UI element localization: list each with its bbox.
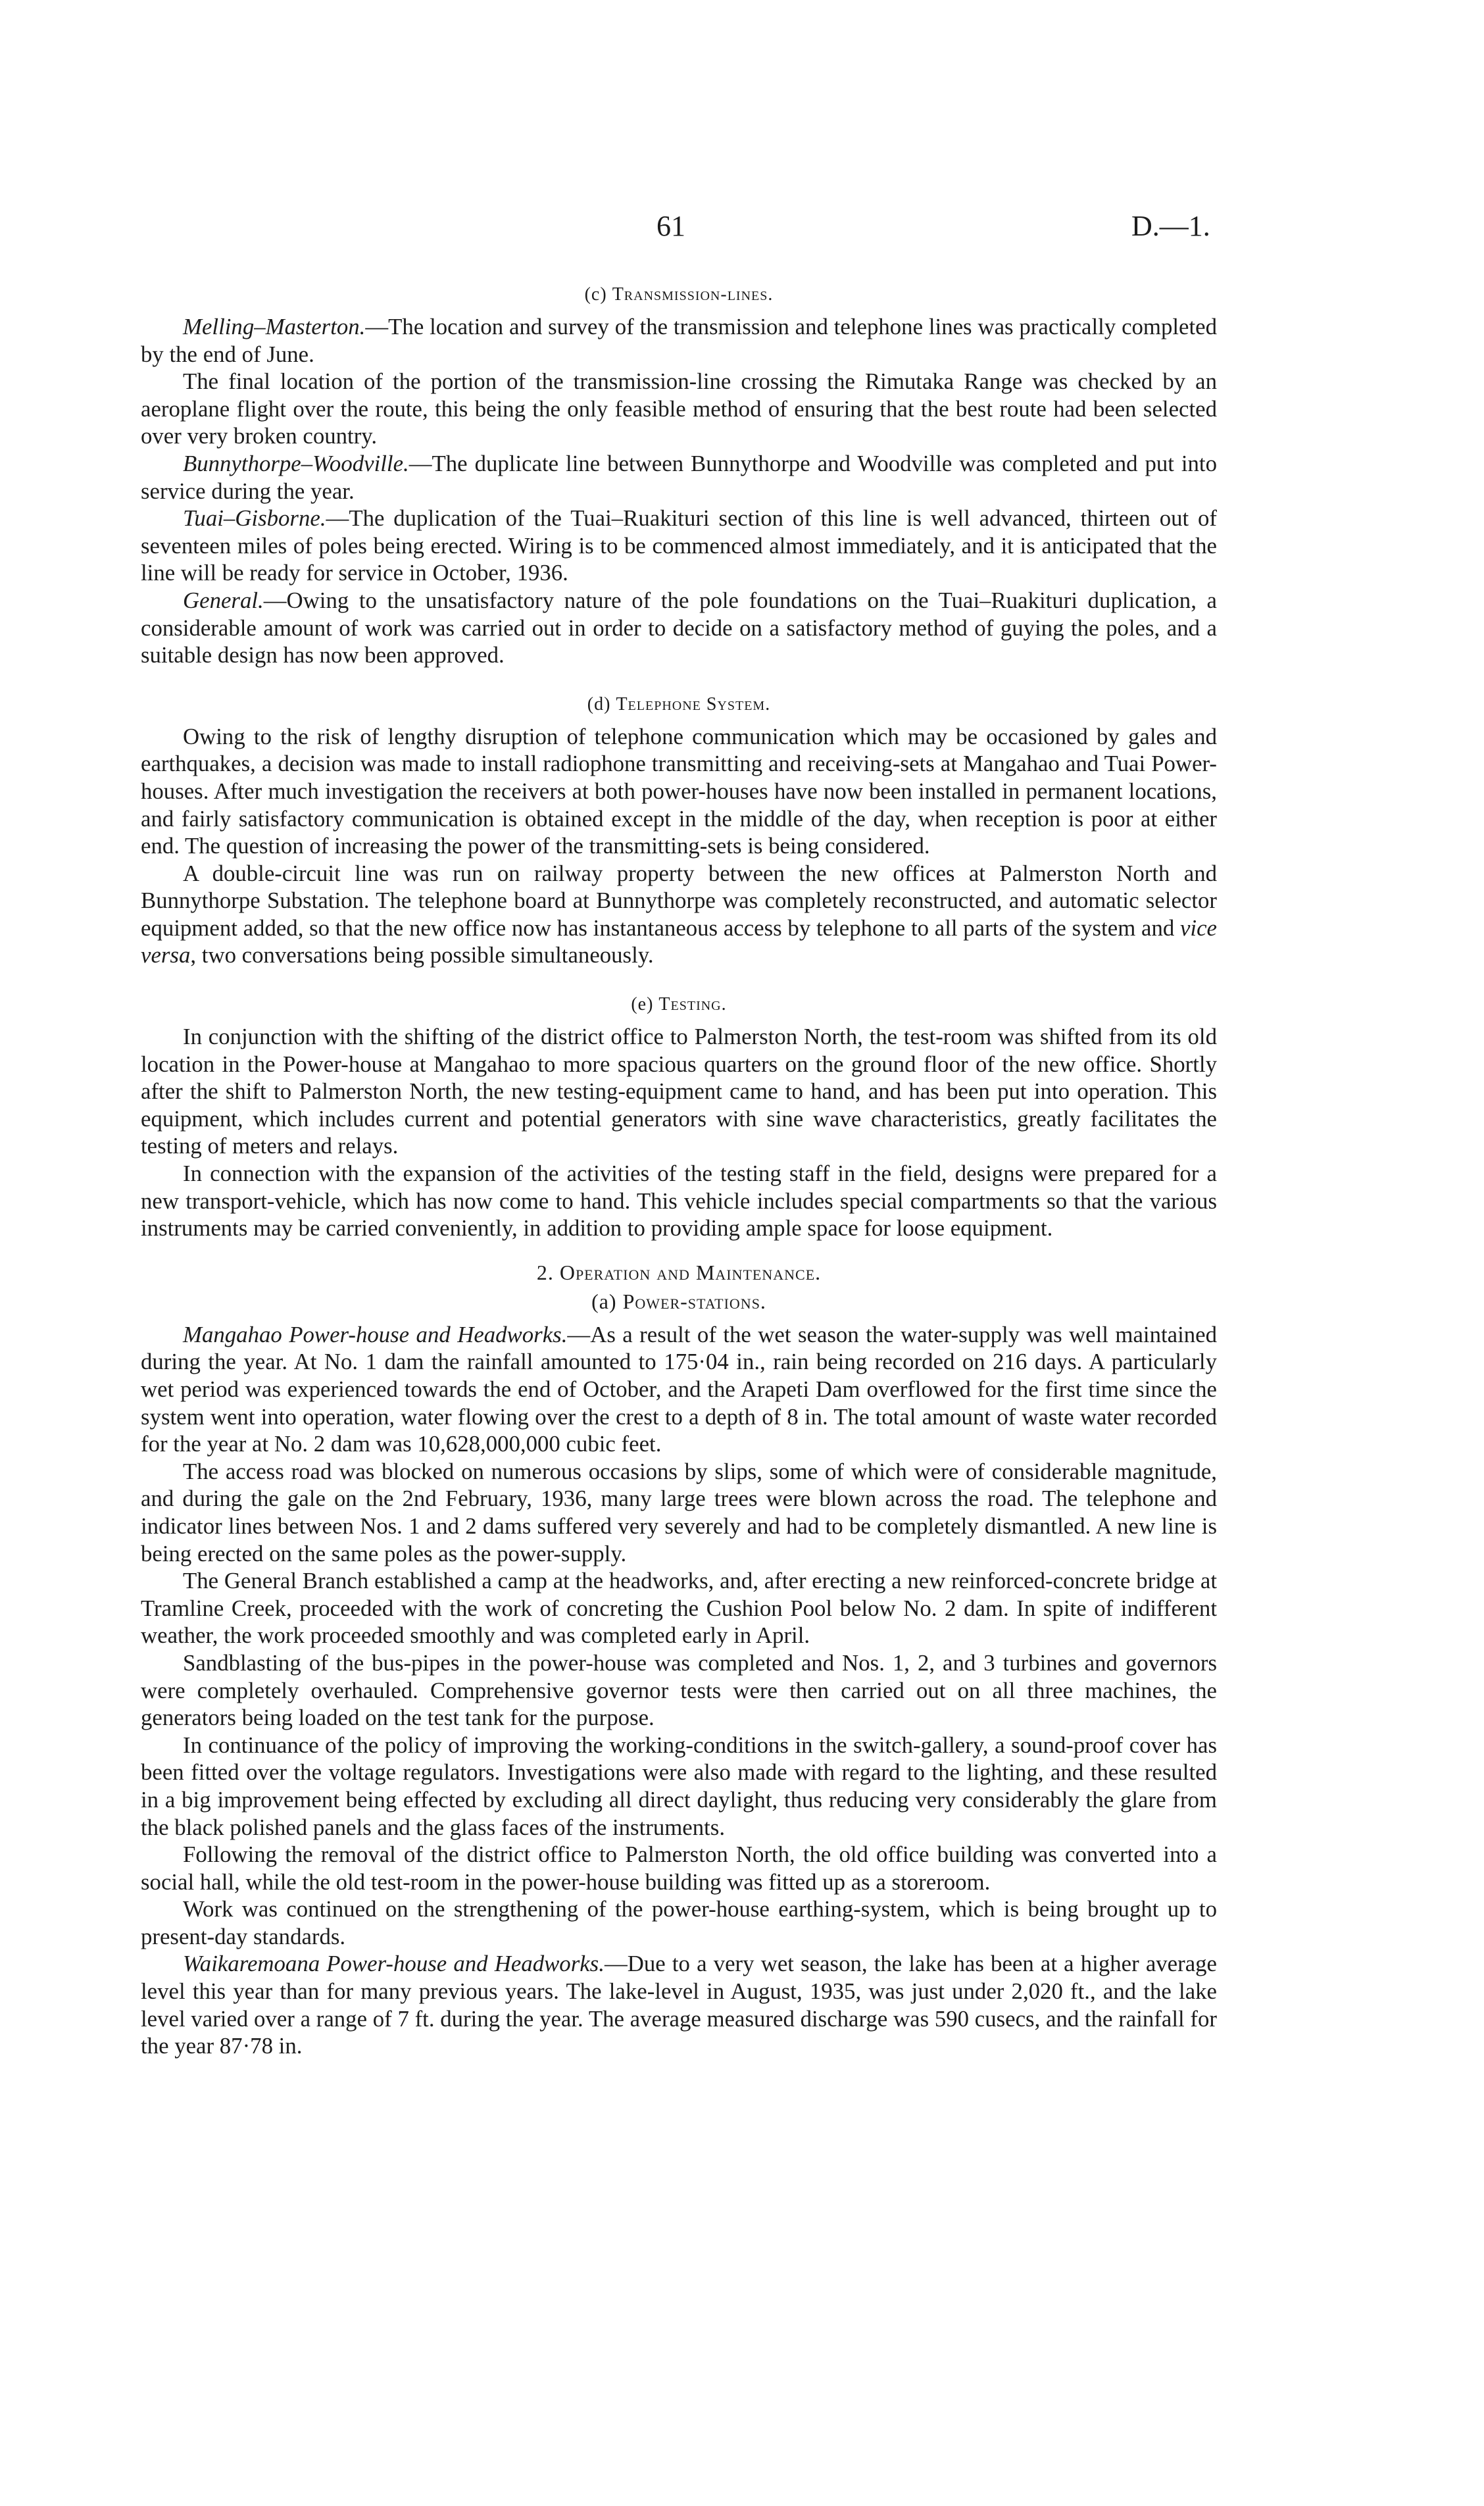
- paragraph-double-circuit-line: [141, 860, 1217, 969]
- paragraph-text: —Due to a very wet season, the lake has been at a higher average level this year than for many previous years. The lake-level in August, 1935, was just under 2,020 ft., and the lake level varied over a range of 7 ft. during the year. The average measured discharge was 590 cusecs, and the rainfall for the year 87·78 in.: [141, 1951, 1218, 2059]
- paragraph-text: —The duplicate line between Bunnythorpe and Woodville was completed and put into service during the year.: [141, 450, 1217, 504]
- paragraph-mangahao: [141, 1321, 1217, 1458]
- paragraph-access-road: The access road was blocked on numerous occasions by slips, some of which were of considerable magnitude, and during the gale on the 2nd February, 1936, many large trees were blown across the road. The telephone and indicator lines between Nos. 1 and 2 dams suffered very severely and had to be completely dismantled. A new line is being erected on the same poles as the power-supply.: [141, 1458, 1217, 1566]
- lead-in: Waikaremoana Power-house and Headworks.: [183, 1951, 605, 1977]
- paragraph-general: [141, 587, 1217, 669]
- page-number: 61: [656, 210, 685, 242]
- lead-in: Mangahao Power-house and Headworks.: [183, 1321, 568, 1347]
- page-body: [141, 282, 1217, 2060]
- paragraph-text: —As a result of the wet season the water-supply was well maintained during the year. At No. 1 dam the rainfall amounted to 175·04 in., rain being recorded on 216 days. A particularly wet period was experienced towards the end of October, and the Arapeti Dam overflowed for the first time since the system went into operation, water flowing over the crest to a depth of 8 in. The total amount of waste water recorded for the year at No. 2 dam was 10,628,000,000 cubic feet.: [141, 1321, 1217, 1457]
- paragraph-text: —The location and survey of the transmission and telephone lines was practically completed by the end of June.: [141, 314, 1217, 367]
- section-title: Transmission-lines.: [612, 284, 774, 305]
- document-reference: D.—1.: [1131, 210, 1210, 242]
- italic-phrase: vice versa: [141, 915, 1217, 968]
- section-letter: (e): [631, 994, 654, 1015]
- paragraph-text: A double-circuit line was run on railway property between the new offices at Palmerston North and Bunnythorpe Substation. The telephone board at Bunnythorpe was completely reconstructed, and automatic selector equipment added, so that the new office now has instantaneous access by telephone to all parts of the system and: [141, 860, 1217, 941]
- paragraph-test-room: In conjunction with the shifting of the district office to Palmerston North, the test-room was shifted from its old location in the Power-house at Mangahao to more spacious quarters on the ground floor of the new office. Shortly after the shift to Palmerston North, the new testing-equipment came to hand, and has been put into operation. This equipment, which includes current and potential generators with sine wave characteristics, greatly facilitates the testing of meters and relays.: [141, 1024, 1217, 1159]
- paragraph-radiophone: Owing to the risk of lengthy disruption of telephone communication which may be occasioned by gales and earthquakes, a decision was made to install radiophone transmitting and receiving-sets at Mangahao and Tuai Power-houses. After much investigation the receivers at both power-houses have now been installed in permanent locations, and fairly satisfactory communication is obtained except in the middle of the day, when reception is poor at either end. The question of increasing the power of the transmitting-sets is being considered.: [141, 723, 1217, 859]
- paragraph-transport-vehicle: In connection with the expansion of the activities of the testing staff in the field, designs were prepared for a new transport-vehicle, which has now come to hand. This vehicle includes special compartments so that the various instruments may be carried conveniently, in addition to providing ample space for loose equipment.: [141, 1161, 1217, 1241]
- paragraph-switch-gallery: In continuance of the policy of improving the working-conditions in the switch-gallery, a sound-proof cover has been fitted over the voltage regulators. Investigations were also made with regard to the lighting, and these resulted in a big improvement being effected by excluding all direct daylight, thus reducing very considerably the glare from the black polished panels and the glass faces of the instruments.: [141, 1732, 1217, 1840]
- paragraph-social-hall: Following the removal of the district office to Palmerston North, the old office building was converted into a social hall, while the old test-room in the power-house building was fitted up as a storeroom.: [141, 1842, 1217, 1895]
- paragraph-general-branch: The General Branch established a camp at the headworks, and, after erecting a new reinforced-concrete bridge at Tramline Creek, proceeded with the work of concreting the Cushion Pool below No. 2 dam. In spite of indifferent weather, the work proceeded smoothly and was completed early in April.: [141, 1568, 1217, 1649]
- lead-in: Melling–Masterton.: [183, 314, 366, 339]
- lead-in: General.: [183, 587, 264, 613]
- lead-in: Bunnythorpe–Woodville.: [183, 450, 409, 476]
- paragraph-text: —The duplication of the Tuai–Ruakituri section of this line is well advanced, thirteen out of seventeen miles of poles being erected. Wiring is to be commenced almost immediately, and it is anticipated that the line will be ready for service in October, 1936.: [141, 505, 1217, 586]
- section-title: Testing.: [658, 994, 727, 1015]
- paragraph-tuai-gisborne: [141, 505, 1217, 587]
- section-heading-telephone-system: [141, 691, 1217, 718]
- paragraph-bunnythorpe-woodville: [141, 450, 1217, 505]
- section-title: Telephone System.: [616, 693, 771, 714]
- paragraph-text: —Owing to the unsatisfactory nature of the pole foundations on the Tuai–Ruakituri duplication, a considerable amount of work was carried out in order to decide on a satisfactory method of guying the poles, and a suitable design has now been approved.: [141, 587, 1217, 668]
- section-letter: (a): [591, 1289, 617, 1313]
- lead-in: Tuai–Gisborne.: [183, 505, 326, 532]
- main-heading-operation-maintenance: 2. Operation and Maintenance.: [536, 1260, 822, 1284]
- paragraph-text: , two conversations being possible simultaneously.: [190, 942, 654, 968]
- section-title: Power-stations.: [622, 1289, 766, 1313]
- page-header: [0, 209, 1484, 249]
- paragraph-earthing-system: Work was continued on the strengthening of the power-house earthing-system, which is being brought up to present-day standards.: [141, 1896, 1217, 1949]
- paragraph-rimutaka-range: The final location of the portion of the transmission-line crossing the Rimutaka Range was checked by an aeroplane flight over the route, this being the only feasible method of ensuring that the best route had been selected over very broken country.: [141, 368, 1217, 449]
- section-letter: (d): [587, 693, 611, 714]
- subheading-power-stations: [141, 1287, 1217, 1316]
- section-letter: (c): [584, 284, 607, 305]
- paragraph-melling-masterton: [141, 313, 1217, 368]
- paragraph-waikaremoana: [141, 1950, 1217, 2059]
- section-heading-testing: [141, 991, 1217, 1018]
- paragraph-sandblasting: Sandblasting of the bus-pipes in the power-house was completed and Nos. 1, 2, and 3 turbines and governors were completely overhauled. Comprehensive governor tests were then carried out on all three machines, the generators being loaded on the test tank for the purpose.: [141, 1649, 1217, 1731]
- section-heading-transmission-lines: [141, 282, 1217, 308]
